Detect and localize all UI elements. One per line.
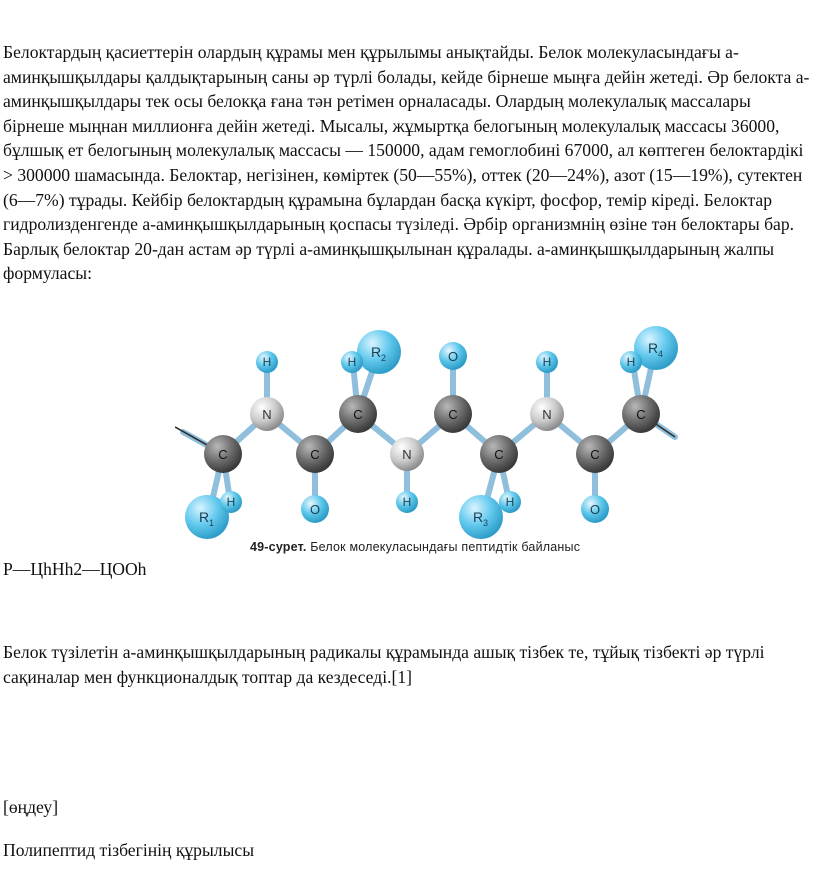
- svg-text:H: H: [542, 355, 552, 369]
- svg-text:H: H: [505, 495, 515, 509]
- svg-text:H: H: [402, 495, 412, 509]
- svg-text:R: R: [371, 344, 382, 360]
- figure-caption-text: Белок молекуласындағы пептидтік байланыс: [306, 540, 581, 554]
- svg-text:R: R: [473, 509, 484, 525]
- svg-text:C: C: [218, 447, 228, 462]
- svg-text:H: H: [347, 355, 357, 369]
- section-heading: Полипептид тізбегінің құрылысы: [3, 840, 255, 860]
- svg-text:C: C: [353, 407, 363, 422]
- figure-caption: [250, 540, 690, 554]
- peptide-chain-diagram: [175, 312, 691, 542]
- general-formula: Р—ЦһНһ2—ЦООһ: [3, 559, 147, 579]
- svg-text:N: N: [542, 407, 552, 422]
- svg-text:C: C: [590, 447, 600, 462]
- svg-text:R: R: [648, 340, 659, 356]
- svg-text:O: O: [589, 502, 601, 517]
- edit-link[interactable]: [өңдеу]: [3, 797, 59, 817]
- svg-text:3: 3: [483, 518, 489, 528]
- intro-paragraph: Белоктардың қасиеттерін олардың құрамы мен құрылымы анықтайды. Белок молекуласындағы а-аминқышқылдары қалдықтарының саны әр түрлі болады, кейде бірнеше мыңға дейін жетеді. Әр белокта а-аминқышқылдары тек осы белокқа ғана тән ретімен орналасады. Олардың молекулалық массалары бірнеше мыңнан миллионға дейін жетеді. Мысалы, жұмыртқа белогының молекулалық массасы 36000, бұлшық ет белогының молекулалық массасы — 150000, адам гемоглобині 67000, ал көптеген белоктардікі > 300000 шамасында. Белоктар, негізінен, көміртек (50—55%), оттек (20—24%), азот (15—19%), сутектен (6—7%) тұрады. Кейбір белоктардың құрамына бұлардан басқа күкірт, фосфор, темір кіреді. Белоктар гидролизденгенде а-аминқышқылдарының қоспасы түзіледі. Әрбір организмнің өзіне тән белоктары бар. Барлық белоктар 20-дан астам әр түрлі а-аминқышқылынан құралады. а-аминқышқылдарының жалпы формуласы:: [3, 42, 810, 284]
- svg-text:2: 2: [381, 353, 387, 363]
- svg-text:O: O: [447, 349, 459, 364]
- svg-text:C: C: [636, 407, 646, 422]
- radical-paragraph: Белок түзілетін а-аминқышқылдарының радикалы құрамында ашық тізбек те, тұйық тізбекті әр түрлі сақиналар мен функционалдық топтар да кездеседі.[1]: [3, 642, 765, 687]
- peptide-bond-figure: [175, 312, 691, 562]
- bond-lines: [183, 350, 675, 514]
- svg-text:C: C: [494, 447, 504, 462]
- svg-text:N: N: [262, 407, 272, 422]
- radical-r2: [357, 330, 401, 374]
- svg-text:R: R: [199, 509, 210, 525]
- svg-text:C: C: [310, 447, 320, 462]
- figure-caption-number: 49-сурет.: [250, 540, 307, 554]
- radical-r3: [459, 495, 503, 539]
- svg-text:O: O: [309, 502, 321, 517]
- svg-text:N: N: [402, 447, 412, 462]
- svg-text:H: H: [226, 495, 236, 509]
- svg-text:H: H: [626, 355, 636, 369]
- svg-text:H: H: [262, 355, 272, 369]
- svg-text:1: 1: [209, 518, 215, 528]
- svg-text:C: C: [448, 407, 458, 422]
- svg-text:4: 4: [658, 349, 664, 359]
